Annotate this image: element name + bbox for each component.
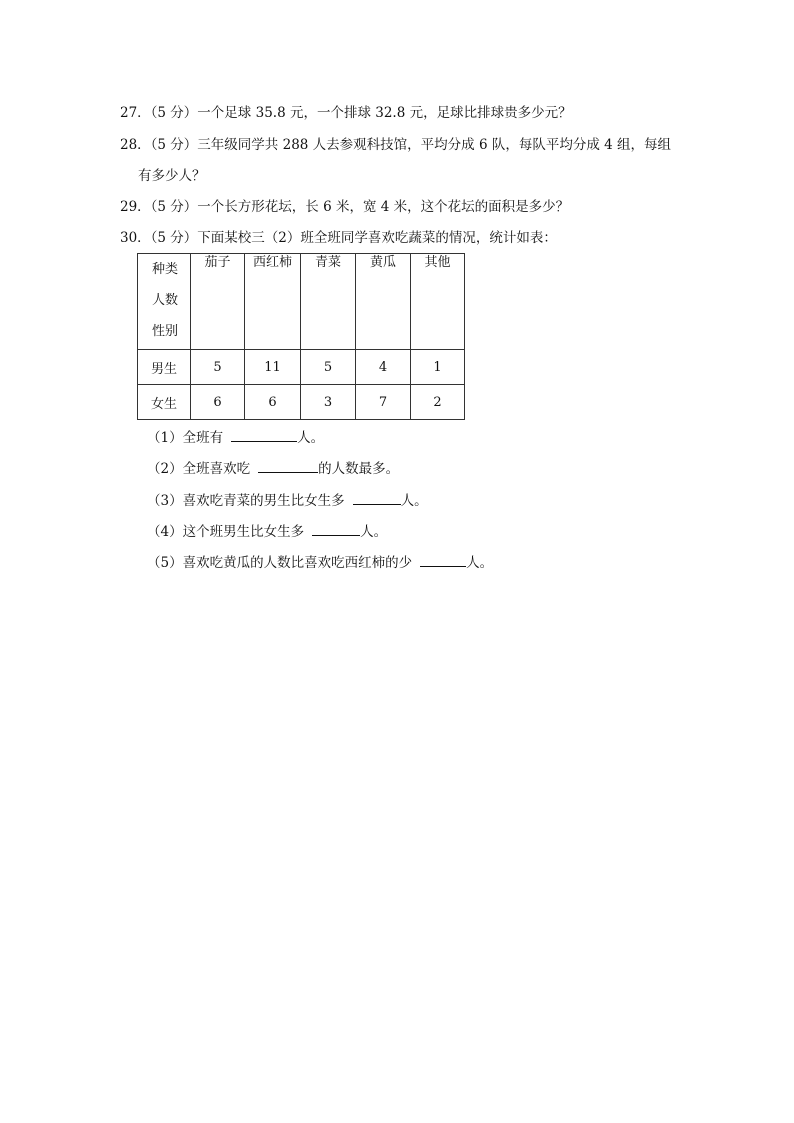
- subquestion-1-suffix: 人。: [297, 430, 325, 446]
- row-label-girls: 女生: [138, 385, 191, 420]
- subquestion-3-text: （3）喜欢吃青菜的男生比女生多: [147, 493, 345, 509]
- vegetable-stats-table: [137, 253, 465, 420]
- column-header-cucumber: 黄瓜: [356, 254, 411, 350]
- table-cell: 5: [191, 350, 245, 385]
- column-header-eggplant: 茄子: [191, 254, 245, 350]
- column-header-other: 其他: [411, 254, 465, 350]
- question-28: 28．（5 分）三年级同学共 288 人去参观科技馆，平均分成 6 队，每队平均分成 4 组，每组: [120, 137, 672, 153]
- answer-blank-3[interactable]: [353, 491, 401, 505]
- subquestion-5-suffix: 人。: [466, 555, 494, 571]
- table-cell: 3: [301, 385, 356, 420]
- table-cell: 11: [245, 350, 301, 385]
- table-corner-cell: [138, 254, 191, 350]
- corner-label-count: 人数: [151, 293, 178, 308]
- subquestion-1-text: （1）全班有: [147, 430, 224, 446]
- question-28-continuation: 有多少人？: [138, 168, 206, 184]
- answer-blank-4[interactable]: [312, 522, 360, 536]
- corner-label-category: 种类: [151, 262, 178, 277]
- table-cell: 2: [411, 385, 465, 420]
- subquestion-4-suffix: 人。: [360, 524, 388, 540]
- subquestion-5-text: （5）喜欢吃黄瓜的人数比喜欢吃西红柿的少: [147, 555, 413, 571]
- question-29: 29．（5 分）一个长方形花坛，长 6 米，宽 4 米，这个花坛的面积是多少？: [120, 199, 570, 215]
- subquestion-4: [147, 522, 387, 541]
- table-cell: 4: [356, 350, 411, 385]
- subquestion-1: [147, 428, 324, 447]
- subquestion-3-suffix: 人。: [400, 493, 428, 509]
- table-cell: 7: [356, 385, 411, 420]
- column-header-tomato: 西红柿: [245, 254, 301, 350]
- table-cell: 6: [245, 385, 301, 420]
- subquestion-3: [147, 491, 428, 510]
- subquestion-5: [147, 553, 493, 572]
- question-27: 27．（5 分）一个足球 35.8 元，一个排球 32.8 元，足球比排球贵多少元？: [120, 105, 572, 121]
- subquestion-2: [147, 459, 399, 478]
- answer-blank-2[interactable]: [258, 459, 318, 473]
- table-row: [138, 350, 465, 385]
- table-cell: 1: [411, 350, 465, 385]
- subquestion-4-text: （4）这个班男生比女生多: [147, 524, 305, 540]
- corner-label-gender: 性别: [151, 324, 178, 339]
- question-30: 30．（5 分）下面某校三（2）班全班同学喜欢吃蔬菜的情况，统计如表：: [120, 230, 557, 246]
- table-cell: 6: [191, 385, 245, 420]
- table-row: [138, 385, 465, 420]
- answer-blank-5[interactable]: [420, 553, 466, 567]
- table-cell: 5: [301, 350, 356, 385]
- answer-blank-1[interactable]: [231, 428, 297, 442]
- table-header-row: [138, 254, 465, 350]
- row-label-boys: 男生: [138, 350, 191, 385]
- subquestion-2-suffix: 的人数最多。: [318, 461, 400, 477]
- column-header-greens: 青菜: [301, 254, 356, 350]
- subquestion-2-text: （2）全班喜欢吃: [147, 461, 251, 477]
